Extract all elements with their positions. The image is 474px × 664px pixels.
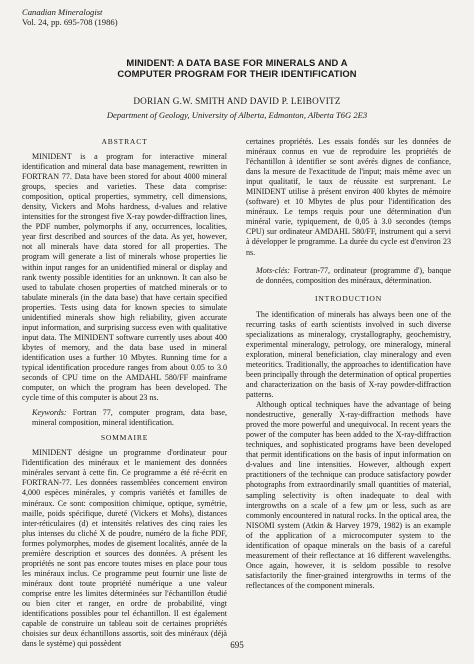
introduction-paragraph-1: The identification of minerals has always been one of the recurring tasks of earth scientists involved in such diverse specializations as mineralogy, crystallography, geochemistry, experimental mineralogy, petrology, ore mineralogy, mineral exploration, mineral beneficiation, clay mineralogy and even meteoritics. Traditionally, the approaches to identification have been principally through the determination of optical properties and characterization on the basis of X-ray powder-diffraction patterns. [246,309,451,400]
sommaire-heading: SOMMAIRE [100,433,149,443]
page-number: 695 [230,640,244,650]
right-column [246,137,451,591]
sommaire-text-continued: certaines propriétés. Les essais fondés sur les données de minéraux connus en vue de reproduire les propriétés de l'échantillon à identifier se sont avérés dignes de confiance, dans la mesure de l'exactitude de l'input; mais même avec un input qualitatif, le taux de réussite est surprenant. Le MINIDENT utilise à présent environ 400 kbytes de mémoire (software) et 10 Mbytes de plus pour l'identification des minéraux. Le temps requis pour une détermination d'un minéral varie, typiquement, de 0,05 à 3.0 secondes (temps CPU) sur ordinateur AMDAHL 580/FF, instrument qui a servi à développer le programme. La durée du cycle est d'environ 23 ns. [246,137,451,257]
paper-title [30,57,444,80]
title-line-1: MINIDENT: A DATA BASE FOR MINERALS AND A [126,57,348,68]
abstract-text: MINIDENT is a program for interactive mineral identification and mineral data base management, rewritten in FORTRAN 77. Data have been stored for about 4000 mineral groups, species and varieties. These data comprise: composition, optical properties, symmetry, cell dimensions, density, Vickers and Mohs hardness, d-values and relative intensities for the strongest five X-ray powder-diffraction lines, the PDF number, polymorphs if any, occurrences, localities, year first described and sources of the data. As yet, however, not all minerals have data stored for all properties. The program will generate a list of minerals whose properties lie within input ranges for an unidentified mineral or display and rank twenty possible identities for an unknown. It can also be used to tabulate chosen properties of matched minerals or to tabulate minerals (in the data base) that have certain specified properties. Tests using data for known species to simulate unidentified minerals show high reliability, given accurate input information, and surprising success even with qualitative input data. The MINIDENT software currently uses about 400 kbytes of memory, and the data base used in mineral identification uses a further 10 Mbytes. Running time for a typical identification procedure ranges from about 0.05 to 3.0 seconds of CPU time on the AMDAHL 580/FF mainframe computer, on which the program has been developed. The cycle time of this computer is about 23 ns. [22,152,227,403]
sommaire-text: MINIDENT désigne un programme d'ordinateur pour l'identification des minéraux et le maniement des données minérales servant à cette fin. Ce programme a été ré-écrit en FORTRAN-77. Les données rassemblées concernent environ 4,000 espèces minérales, y compris variétés et familles de minéraux. Ce sont: composition chimique, optique, symétrie, maille, poids spécifique, dureté (Vickers et Mohs), distances inter-réticulaires (d) et intensités relatives des cinq raies les plus intenses du cliché X de poudre, numéro de la fiche PDF, formes polymorphes, modes de gisement localités, année de la première description et sources des données. A présent les propriétés ne sont pas encore toutes mises en place pour tous les minéraux inclus. Ce programme peut fournir une liste de minéraux dont toute propriété numérique a une valeur comprise entre les limites déterminées sur l'échantillon étudié ou bien citer et ranger, en ordre de probabilité, vingt identifications possibles pour tel échantillon. Il est également capable de construire un tableau soit de certaines propriétés choisies sur deux échantillons assortis, soit des minéraux (déjà dans le système) qui possèdent [22,448,227,649]
title-line-2: COMPUTER PROGRAM FOR THEIR IDENTIFICATION [117,68,357,80]
keywords-label: Keywords: [32,408,67,418]
journal-name: Canadian Mineralogist [22,7,103,17]
affiliation: Department of Geology, University of Alberta, Edmonton, Alberta T6G 2E3 [106,110,368,120]
journal-header [22,7,118,27]
authors: DORIAN G.W. SMITH AND DAVID P. LEIBOVITZ [133,96,341,106]
sommaire-keywords [246,266,451,286]
left-column [22,137,227,649]
abstract-heading: ABSTRACT [101,137,148,146]
mots-cles-label: Mots-clés: [256,265,290,275]
mots-cles-text: Fortran-77, ordinateur (programme d'), banque de données, composition des minéraux, détermination. [256,265,451,285]
abstract-keywords [22,408,227,428]
keywords-text: Fortran 77, computer program, data base, mineral composition, mineral identification. [32,408,227,428]
journal-volume: Vol. 24, pp. 695-708 (1986) [22,17,118,27]
introduction-heading: INTRODUCTION [315,293,382,303]
introduction-paragraph-2: Although optical techniques have the advantage of being nondestructive, generally X-ray-diffraction methods have proved the more powerful and unequivocal. In recent years the power of the computer has been added to the X-ray-diffraction techniques, and sophisticated programs have been developed that permit identifications on the basis of input information on d-values and line intensities. However, although expert practitioners of the technique can produce satisfactory powder photographs from extraordinarily small quantities of material, sampling selectivity is often inadequate to deal with intergrowths on a scale of a few μm or less, such as are commonly encountered in natural rocks. In the optical area, the NISOMI system (Atkin & Harvey 1979, 1982) is an example of the application of a microcomputer system to the identification of opaque minerals on the basis of a careful measurement of their reflectance at 16 different wavelengths. Once again, however, it is seldom possible to resolve satisfactorily the finer-grained intergrowths in terms of the reflectances of the component minerals. [246,400,451,590]
